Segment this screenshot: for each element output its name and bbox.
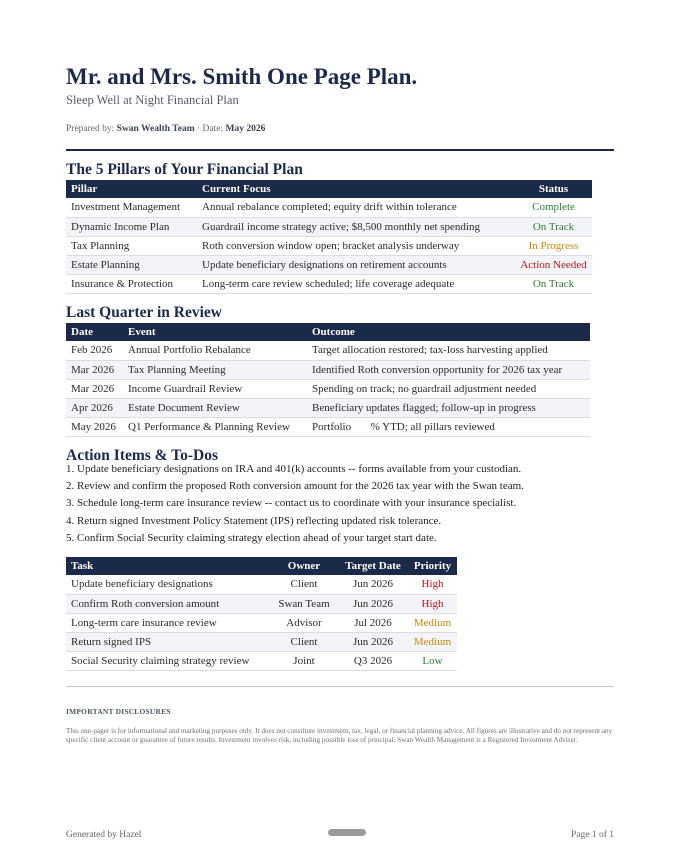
- pillar-name: Estate Planning: [66, 255, 197, 274]
- review-event: Q1 Performance & Planning Review: [123, 417, 307, 436]
- review-heading: Last Quarter in Review: [66, 304, 222, 321]
- status-badge: In Progress: [515, 236, 592, 255]
- pillar-focus: Guardrail income strategy active; $8,500 monthly net spending: [197, 217, 515, 236]
- pillar-focus: Annual rebalance completed; equity drift within tolerance: [197, 198, 515, 217]
- priority-badge: Medium: [408, 613, 457, 632]
- review-outcome: Identified Roth conversion opportunity for 2026 tax year: [307, 360, 590, 379]
- header-divider: [66, 149, 614, 151]
- priority-badge: High: [408, 594, 457, 613]
- table-row: [66, 613, 457, 632]
- task-name: Return signed IPS: [66, 632, 270, 651]
- table-row: [66, 594, 457, 613]
- disclosures-text: This one-pager is for informational and marketing purposes only. It does not constitute investment, tax, legal, or financial planning advice. All figures are illustrative and do not represent any specific client account or guarantee of future results. Investment involves risk, including possible loss of principal. Swan Wealth Management is a Registered Investment Adviser.: [66, 727, 613, 744]
- review-outcome-start: Portfolio: [312, 420, 352, 433]
- table-header-row: [66, 180, 592, 198]
- date-label: · Date:: [197, 124, 224, 134]
- status-badge: On Track: [515, 217, 592, 236]
- list-item: 1. Update beneficiary designations on IRA and 401(k) accounts -- forms available from your custodian.: [66, 463, 522, 475]
- review-outcome: Spending on track; no guardrail adjustment needed: [307, 379, 590, 398]
- pillar-name: Insurance & Protection: [66, 274, 197, 293]
- review-event: Income Guardrail Review: [123, 379, 307, 398]
- column-header: Outcome: [307, 323, 590, 341]
- priority-badge: Medium: [408, 632, 457, 651]
- scroll-handle[interactable]: [328, 829, 366, 836]
- task-owner: Client: [270, 575, 338, 594]
- action-list: [66, 463, 524, 549]
- status-badge: On Track: [515, 274, 592, 293]
- task-owner: Advisor: [270, 613, 338, 632]
- table-row: [66, 632, 457, 651]
- pillars-table: [66, 180, 592, 294]
- table-row: [66, 379, 590, 398]
- prepared-by-value: Swan Wealth Team: [116, 124, 195, 134]
- pillar-name: Investment Management: [66, 198, 197, 217]
- list-item: 2. Review and confirm the proposed Roth conversion amount for the 2026 tax year with the Swan team.: [66, 480, 524, 493]
- pillar-focus: Update beneficiary designations on retirement accounts: [197, 255, 515, 274]
- column-header: Owner: [270, 557, 338, 575]
- task-date: Jul 2026: [338, 613, 408, 632]
- prepared-by-line: [66, 124, 265, 134]
- pillar-focus: Roth conversion window open; bracket analysis underway: [197, 236, 515, 255]
- page-number: Page 1 of 1: [570, 830, 614, 840]
- column-header: Target Date: [338, 557, 408, 575]
- review-date: Mar 2026: [66, 379, 123, 398]
- actions-heading: Action Items & To-Dos: [66, 447, 218, 464]
- table-row: [66, 398, 590, 417]
- page-subtitle: Sleep Well at Night Financial Plan: [66, 93, 239, 107]
- table-row: [66, 575, 457, 594]
- disclosure-divider: [66, 686, 614, 687]
- table-row: [66, 236, 592, 255]
- review-outcome: Beneficiary updates flagged; follow-up in progress: [307, 398, 590, 417]
- priority-badge: Low: [408, 651, 457, 670]
- task-name: Update beneficiary designations: [66, 575, 270, 594]
- review-event: Estate Document Review: [123, 398, 307, 417]
- review-date: Mar 2026: [66, 360, 123, 379]
- page-title: Mr. and Mrs. Smith One Page Plan.: [66, 64, 418, 89]
- pillars-heading: The 5 Pillars of Your Financial Plan: [66, 161, 303, 178]
- table-row: [66, 274, 592, 293]
- disclosures-title: IMPORTANT DISCLOSURES: [66, 707, 171, 716]
- column-header: Priority: [408, 557, 457, 575]
- review-date: Feb 2026: [66, 341, 123, 360]
- status-badge: Action Needed: [515, 255, 592, 274]
- table-row: [66, 198, 592, 217]
- table-row: [66, 217, 592, 236]
- review-outcome-end: % YTD; all pillars reviewed: [370, 420, 495, 433]
- task-date: Jun 2026: [338, 575, 408, 594]
- priority-badge: High: [408, 575, 457, 594]
- pillar-focus: Long-term care review scheduled; life coverage adequate: [197, 274, 515, 293]
- column-header: Pillar: [66, 180, 197, 198]
- table-header-row: [66, 557, 457, 575]
- prepared-by-label: Prepared by:: [66, 124, 115, 134]
- review-outcome: Target allocation restored; tax-loss harvesting applied: [307, 341, 590, 360]
- column-header: Date: [66, 323, 123, 341]
- date-value: May 2026: [225, 124, 266, 134]
- table-row: [66, 651, 457, 670]
- review-event: Tax Planning Meeting: [123, 360, 307, 379]
- task-date: Jun 2026: [338, 594, 408, 613]
- column-header: Status: [515, 180, 592, 198]
- pillar-name: Dynamic Income Plan: [66, 217, 197, 236]
- list-item: 5. Confirm Social Security claiming strategy election ahead of your target start date.: [66, 531, 437, 544]
- task-owner: Swan Team: [270, 594, 338, 613]
- generated-by: Generated by Hazel: [66, 830, 142, 840]
- pillar-name: Tax Planning: [66, 236, 197, 255]
- column-header: Current Focus: [197, 180, 515, 198]
- review-table: [66, 323, 590, 437]
- list-item: 3. Schedule long-term care insurance review -- contact us to coordinate with your insurance specialist.: [66, 497, 517, 510]
- task-owner: Joint: [270, 651, 338, 670]
- task-name: Confirm Roth conversion amount: [66, 594, 270, 613]
- table-row: [66, 255, 592, 274]
- review-date: May 2026: [66, 417, 123, 436]
- task-date: Q3 2026: [338, 651, 408, 670]
- table-row: [66, 360, 590, 379]
- review-event: Annual Portfolio Rebalance: [123, 341, 307, 360]
- task-date: Jun 2026: [338, 632, 408, 651]
- column-header: Event: [123, 323, 307, 341]
- table-row: [66, 341, 590, 360]
- status-badge: Complete: [515, 198, 592, 217]
- task-name: Long-term care insurance review: [66, 613, 270, 632]
- review-date: Apr 2026: [66, 398, 123, 417]
- task-owner: Client: [270, 632, 338, 651]
- table-row: [66, 417, 590, 436]
- column-header: Task: [66, 557, 270, 575]
- table-header-row: [66, 323, 590, 341]
- task-name: Social Security claiming strategy review: [66, 651, 270, 670]
- review-outcome: [307, 417, 590, 436]
- redaction-mark: [354, 422, 368, 432]
- tasks-table: [66, 557, 457, 671]
- list-item: 4. Return signed Investment Policy Statement (IPS) reflecting updated risk tolerance.: [66, 514, 442, 527]
